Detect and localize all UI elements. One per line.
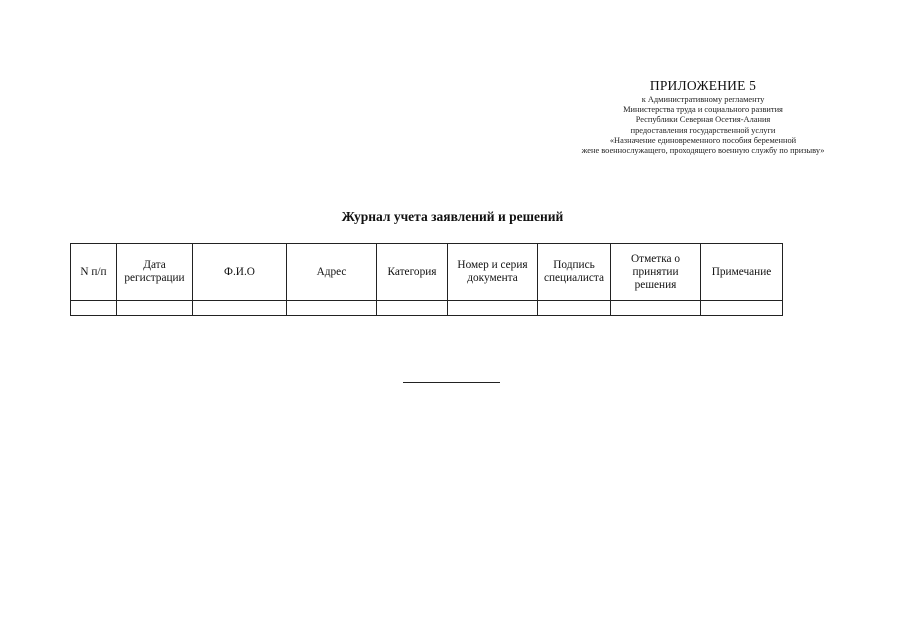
- table-cell: [701, 301, 783, 316]
- column-header-decision-mark: Отметка о принятии решения: [611, 244, 701, 301]
- annex-line-2: Министерства труда и социального развития: [623, 105, 783, 115]
- annex-title: ПРИЛОЖЕНИЕ 5: [649, 78, 757, 93]
- annex-line-5: «Назначение единовременного пособия беременной: [609, 135, 797, 145]
- footer-divider: [403, 382, 500, 383]
- column-header-category: Категория: [377, 244, 448, 301]
- table-cell: [71, 301, 117, 316]
- column-header-address: Адрес: [287, 244, 377, 301]
- annex-header: [548, 78, 858, 156]
- journal-table: [70, 243, 783, 316]
- table-cell: [287, 301, 377, 316]
- annex-line-3: Республики Северная Осетия-Алания: [635, 115, 771, 125]
- column-header-specialist-signature: Подпись специалиста: [538, 244, 611, 301]
- column-header-note: Примечание: [701, 244, 783, 301]
- table-cell: [611, 301, 701, 316]
- table-cell: [193, 301, 287, 316]
- annex-line-1: к Административному регламенту: [641, 95, 765, 104]
- table-header-row: [71, 244, 783, 301]
- table-cell: [538, 301, 611, 316]
- column-header-number: N п/п: [71, 244, 117, 301]
- table-cell: [377, 301, 448, 316]
- annex-line-6: жене военнослужащего, проходящего военную службу по призыву»: [581, 146, 825, 156]
- annex-line-4: предоставления государственной услуги: [630, 125, 776, 135]
- column-header-full-name: Ф.И.О: [193, 244, 287, 301]
- table-cell: [448, 301, 538, 316]
- journal-title: Журнал учета заявлений и решений: [341, 209, 564, 224]
- column-header-document-number: Номер и серия документа: [448, 244, 538, 301]
- table-cell: [117, 301, 193, 316]
- column-header-registration-date: Дата регистрации: [117, 244, 193, 301]
- table-row: [71, 301, 783, 316]
